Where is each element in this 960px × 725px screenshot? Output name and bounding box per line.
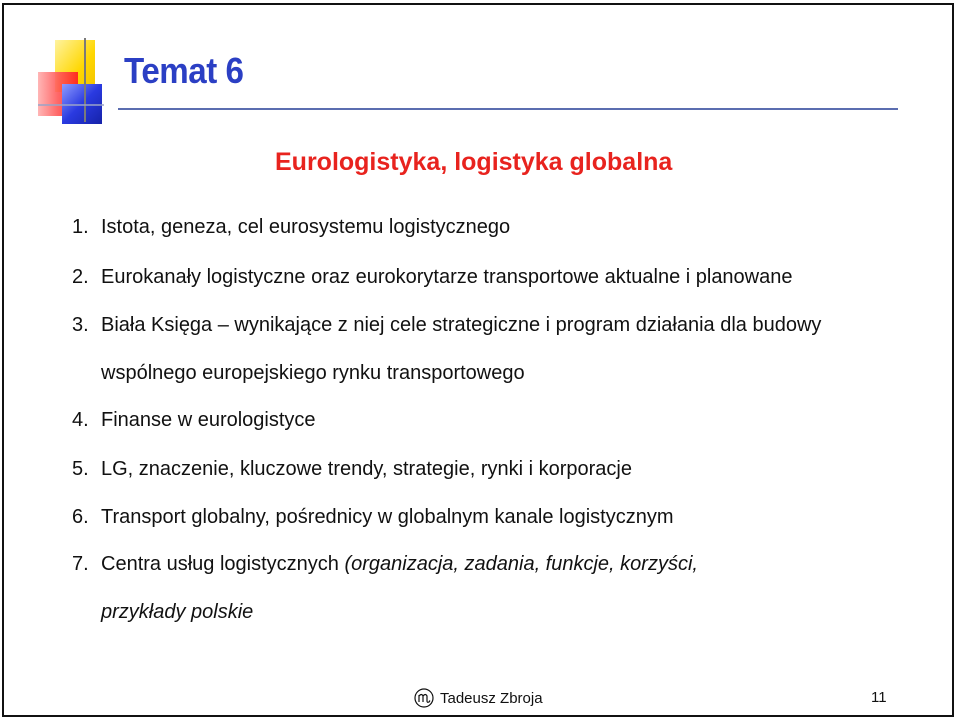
agenda-item-1 — [72, 216, 510, 239]
agenda-number: 6. — [72, 506, 89, 528]
page-number: 11 — [871, 689, 887, 706]
agenda-number: 7. — [72, 553, 89, 575]
agenda-item-7-continuation: przykłady polskie — [101, 601, 254, 623]
author-name: Tadeusz Zbroja — [440, 689, 543, 707]
agenda-text: Biała Księga – wynikające z niej cele strategiczne i program działania dla budowy — [101, 314, 822, 336]
agenda-item-7 — [72, 553, 698, 576]
agenda-number: 3. — [72, 314, 89, 336]
scorpio-glyph-icon — [414, 688, 434, 708]
slide-subtitle: Eurologistyka, logistyka globalna — [275, 148, 673, 176]
agenda-item-3-continuation: wspólnego europejskiego rynku transportowego — [101, 362, 525, 384]
agenda-text: LG, znaczenie, kluczowe trendy, strategie, rynki i korporacje — [101, 458, 632, 480]
agenda-text: Finanse w eurologistyce — [101, 409, 316, 431]
agenda-text: Transport globalny, pośrednicy w globalnym kanale logistycznym — [101, 506, 674, 528]
agenda-item-4 — [72, 409, 316, 432]
agenda-item-5 — [72, 458, 632, 481]
agenda-number: 5. — [72, 458, 89, 480]
slide-title: Temat 6 — [124, 50, 244, 91]
agenda-item-2 — [72, 266, 793, 289]
title-underline — [118, 108, 898, 110]
agenda-text: Eurokanały logistyczne oraz eurokorytarze transportowe aktualne i planowane — [101, 266, 793, 288]
agenda-item-6 — [72, 506, 674, 529]
agenda-number: 4. — [72, 409, 89, 431]
agenda-text: Centra usług logistycznych — [101, 553, 345, 575]
decorative-squares-logo — [0, 0, 120, 130]
footer-author — [414, 687, 543, 709]
agenda-number: 2. — [72, 266, 89, 288]
agenda-text-italic: (organizacja, zadania, funkcje, korzyści, — [344, 553, 698, 575]
agenda-item-3 — [72, 314, 821, 337]
agenda-text: Istota, geneza, cel eurosystemu logistycznego — [101, 216, 511, 238]
agenda-number: 1. — [72, 216, 89, 238]
